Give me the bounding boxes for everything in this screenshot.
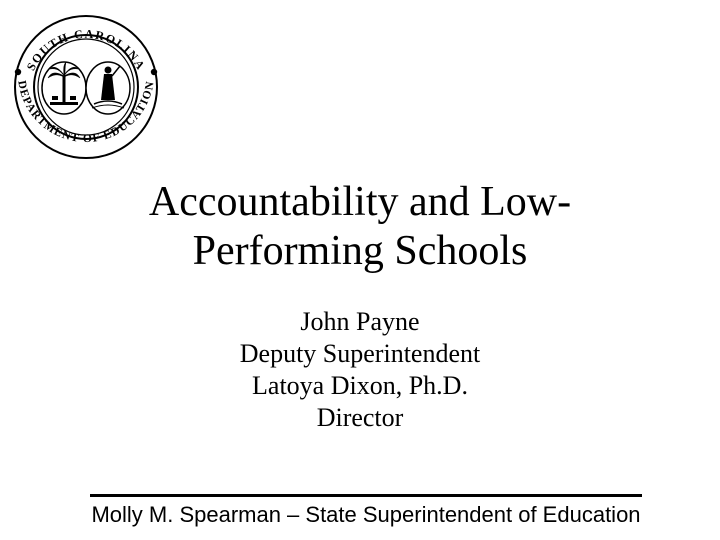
department-seal-logo [10,14,162,160]
slide-title-line-1: Accountability and Low- [148,179,572,225]
presenter-name: John Payne [300,307,420,336]
svg-text:DEPARTMENT OF EDUCATION: DEPARTMENT OF EDUCATION [15,79,157,146]
presenter-role: Deputy Superintendent [239,339,481,368]
footer-divider [90,494,642,497]
svg-text:SOUTH CAROLINA: SOUTH CAROLINA [23,26,149,73]
slide-title-line-2: Performing Schools [192,228,528,274]
presenter-role: Director [316,403,404,432]
footer-superintendent-line: Molly M. Spearman – State Superintendent of Education [91,502,641,527]
slide-title [100,178,620,276]
presenter-block [160,306,560,434]
presenter-name: Latoya Dixon, Ph.D. [252,371,468,400]
